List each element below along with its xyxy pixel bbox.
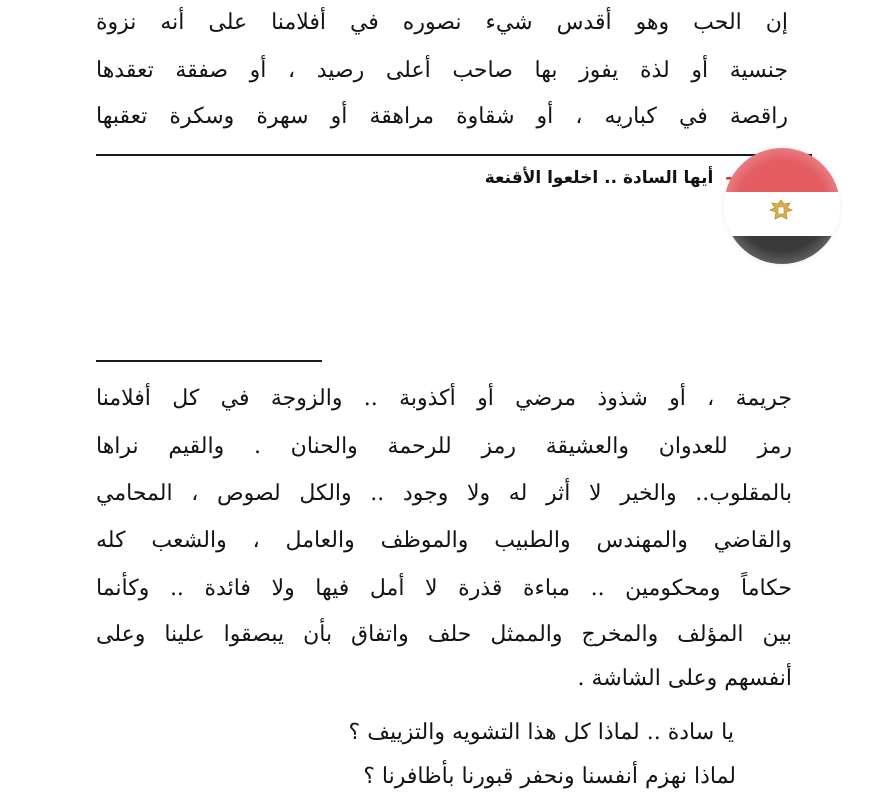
- header-rule: [96, 154, 812, 156]
- running-header-title: أيها السادة .. اخلعوا الأقنعة: [484, 168, 714, 188]
- flag-fade: [724, 148, 840, 264]
- question-line: يا سادة .. لماذا كل هذا التشويه والتزييف ؟: [348, 720, 734, 745]
- egypt-flag-icon: [724, 148, 840, 264]
- text-line: بالمقلوب.. والخير لا أثر له ولا وجود .. والكل لصوص ، المحامي: [96, 481, 792, 506]
- text-line: بين المؤلف والمخرج والممثل حلف واتفاق بأن يبصقوا علينا وعلى: [96, 622, 792, 647]
- text-line: إن الحب وهو أقدس شيء نصوره في أفلامنا على أنه نزوة: [96, 10, 788, 35]
- section-rule: [96, 360, 322, 362]
- text-line: حكاماً ومحكومين .. مباءة قذرة لا أمل فيها ولا فائدة .. وكأنما: [96, 576, 792, 601]
- text-line: أنفسهم وعلى الشاشة .: [577, 666, 792, 691]
- text-line: جريمة ، أو شذوذ مرضي أو أكذوبة .. والزوجة في كل أفلامنا: [96, 386, 792, 411]
- text-line: رمز للعدوان والعشيقة رمز للرحمة والحنان . والقيم نراها: [96, 434, 792, 459]
- text-line: والقاضي والمهندس والطبيب والموظف والعامل ، والشعب كله: [96, 528, 792, 553]
- text-line: جنسية أو لذة يفوز بها صاحب أعلى رصيد ، أو صفقة تعقدها: [96, 58, 788, 83]
- text-line: راقصة في كباريه ، أو شقاوة مراهقة أو سهرة وسكرة تعقبها: [96, 104, 788, 129]
- question-line: لماذا نهزم أنفسنا ونحفر قبورنا بأظافرنا ؟: [363, 764, 736, 789]
